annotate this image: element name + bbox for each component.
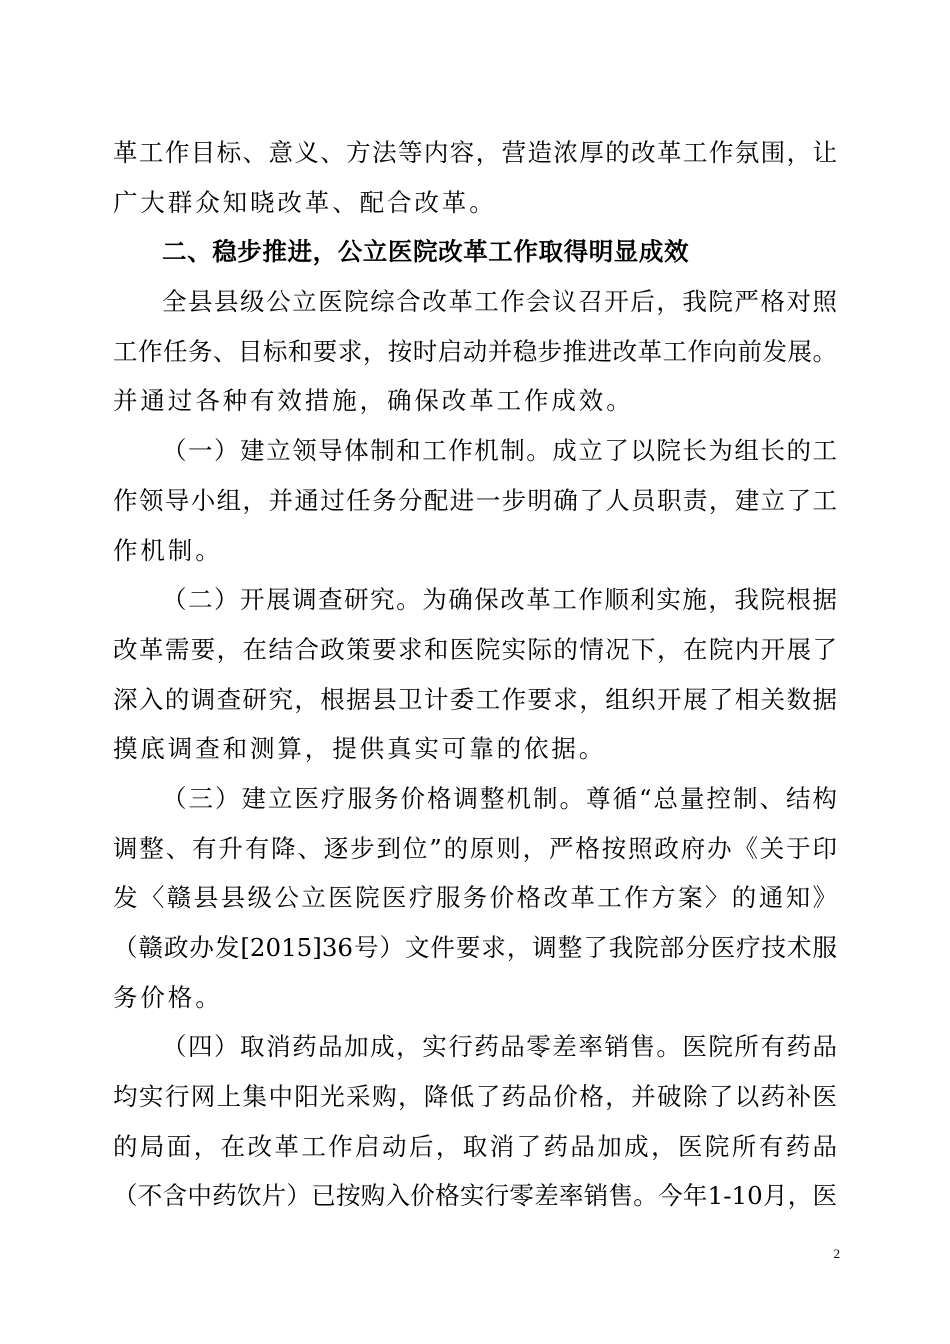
text-line: 革工作目标、意义、方法等内容，营造浓厚的改革工作氛围，让 [113, 138, 837, 167]
text-line: 并通过各种有效措施，确保改革工作成效。 [113, 386, 634, 416]
text-line: 工作任务、目标和要求，按时启动并稳步推进改革工作向前发展。 [113, 336, 837, 366]
text-line: 摸底调查和测算，提供真实可靠的依据。 [113, 734, 607, 764]
text-line: （二）开展调查研究。为确保改革工作顺利实施，我院根据 [162, 585, 837, 615]
text-line: 的局面，在改革工作启动后，取消了药品加成，医院所有药品 [113, 1131, 837, 1161]
text-line: 深入的调查研究，根据县卫计委工作要求，组织开展了相关数据 [113, 684, 837, 714]
text-line: 务价格。 [113, 982, 223, 1012]
text-line: （不含中药饮片）已按购入价格实行零差率销售。今年1-10月，医 [113, 1181, 837, 1211]
text-line: （三）建立医疗服务价格调整机制。尊循“总量控制、结构 [162, 783, 837, 813]
text-line: 发〈赣县县级公立医院医疗服务价格改革工作方案〉的通知》 [113, 883, 837, 913]
text-line: 作领导小组，并通过任务分配进一步明确了人员职责，建立了工 [113, 485, 837, 515]
text-line: 作机制。 [113, 535, 223, 565]
text-line: 广大群众知晓改革、配合改革。 [113, 187, 497, 217]
text-line: （赣政办发[2015]36号）文件要求，调整了我院部分医疗技术服 [113, 933, 837, 962]
text-line: 调整、有升有降、逐步到位”的原则，严格按照政府办《关于印 [113, 833, 837, 863]
text-line: （一）建立领导体制和工作机制。成立了以院长为组长的工 [162, 436, 837, 466]
text-line: 均实行网上集中阳光采购，降低了药品价格，并破除了以药补医 [113, 1082, 837, 1112]
section-heading: 二、稳步推进，公立医院改革工作取得明显成效 [162, 237, 690, 267]
page-number: 2 [833, 1246, 840, 1261]
text-line: 全县县级公立医院综合改革工作会议召开后，我院严格对照 [162, 287, 837, 317]
text-line: （四）取消药品加成，实行药品零差率销售。医院所有药品 [162, 1032, 837, 1062]
body-text [113, 128, 837, 1221]
text-line: 改革需要，在结合政策要求和医院实际的情况下，在院内开展了 [113, 634, 837, 664]
